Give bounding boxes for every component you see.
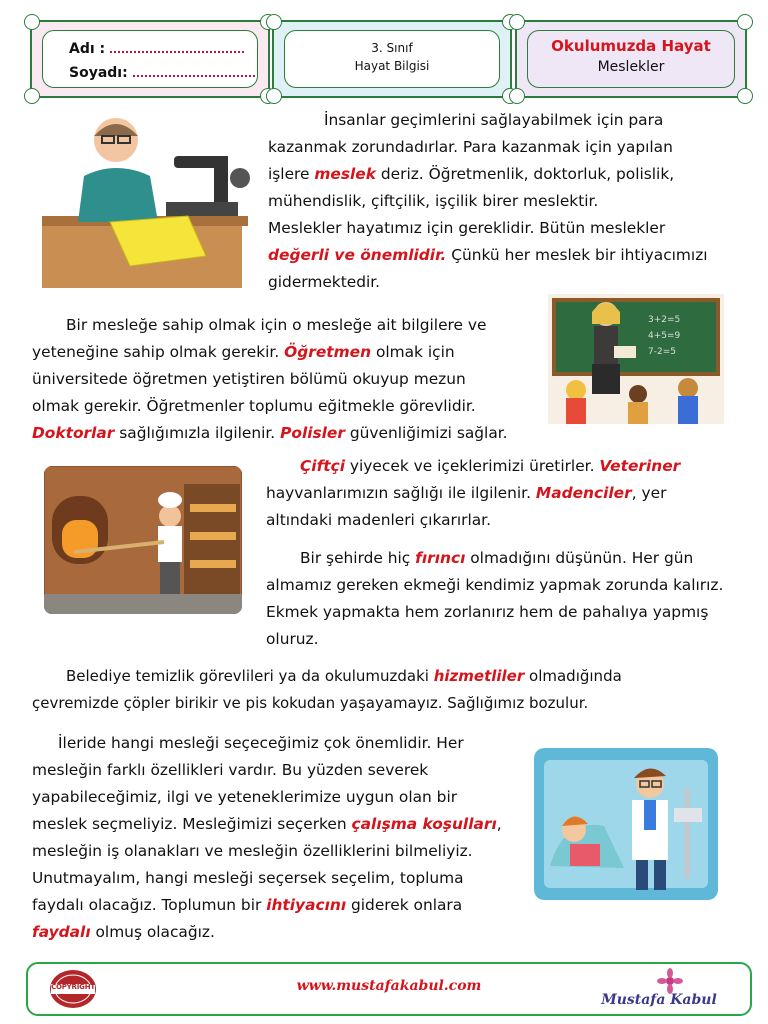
svg-text:7-2=5: 7-2=5 xyxy=(648,347,676,357)
paragraph-choosing: İleride hangi mesleği seçeceğimiz çok önemlidir. Her mesleğin farklı özellikleri vardır. Bu yüzden severek yapabileceğimiz, ilgi ve yeteneklerimize uygun olan bir meslek seçmeliyiz. Mesleğimizi seçerken çalışma koşulları, mesleğin iş olanakları ve mesleğin özelliklerini bilmeliyiz. Unutmayalım, hangi mesleği seçersek seçelim, topluma faydalı olacağız. Toplumun bir ihtiyacını giderek onlara faydalı olmuş olacağız. xyxy=(32,734,502,941)
term-ciftci: Çiftçi xyxy=(300,457,346,475)
paragraph-intro: İnsanlar geçimlerini sağlayabilmek için para kazanmak zorundadırlar. Para kazanmak için yapılan işlere meslek deriz. Öğretmenlik, doktorluk, polislik, mühendislik, çiftçilik, işçilik birer meslektir. Meslekler hayatımız için gereklidir. Bütün meslekler değerli ve önemlidir. Çünkü her meslek bir ihtiyacımızı gidermektedir. xyxy=(268,111,708,291)
name-label: Adı : xyxy=(69,41,106,57)
student-info-box xyxy=(30,20,270,98)
term-faydali: faydalı xyxy=(32,923,91,941)
teacher-illustration xyxy=(548,294,724,424)
unit-title: Okulumuzda Hayat xyxy=(551,37,711,55)
term-firinci: fırıncı xyxy=(415,549,466,567)
footer-website-link[interactable]: www.mustafakabul.com xyxy=(296,978,482,994)
paragraph-cleaners: Belediye temizlik görevlileri ya da okulumuzdaki hizmetliler olmadığında çevremizde çöpler birikir ve pis kokudan yaşayamayız. Sağlığımız bozulur. xyxy=(32,667,622,712)
topic-title: Meslekler xyxy=(597,59,665,75)
term-polisler: Polisler xyxy=(280,424,345,442)
paragraph-baker: Bir şehirde hiç fırıncı olmadığını düşünün. Her gün almamız gereken ekmeği kendimiz yapmak zorunda kalırız. Ekmek yapmakta hem zorlanırız hem de pahalıya yapmış oluruz. xyxy=(266,549,724,648)
course-label: Hayat Bilgisi xyxy=(354,59,430,73)
topic-box xyxy=(515,20,747,98)
copyright-badge: COPYRIGHT xyxy=(48,968,98,1010)
author-logo: Mustafa Kabul xyxy=(584,968,734,1012)
term-meslek: meslek xyxy=(314,165,376,183)
baker-illustration xyxy=(44,466,242,614)
dentist-illustration xyxy=(534,748,718,900)
term-ihtiyacini: ihtiyacını xyxy=(266,896,347,914)
term-doktorlar: Doktorlar xyxy=(32,424,115,442)
paragraph-teacher: Bir mesleğe sahip olmak için o mesleğe ait bilgilere ve yeteneğine sahip olmak gerekir. Öğretmen olmak için üniversitede öğretmen yetiştiren bölümü okuyup mezun olmak gerekir. Öğretmenler toplumu eğitmekle görevlidir. Doktorlar sağlığımızla ilgilenir. Polisler güvenliğimizi sağlar. xyxy=(32,316,508,442)
tailor-illustration xyxy=(38,104,260,292)
paragraph-jobs: Çiftçi yiyecek ve içeklerimizi üretirler. Veteriner hayvanlarımızın sağlığı ile ilgilenir. Madenciler, yer altındaki madenleri çıkarırlar. xyxy=(266,457,681,529)
term-ogretmen: Öğretmen xyxy=(284,343,372,361)
term-hizmetliler: hizmetliler xyxy=(433,667,525,685)
term-calisma-kosullari: çalışma koşulları xyxy=(351,815,497,833)
svg-text:4+5=9: 4+5=9 xyxy=(648,331,681,341)
page-footer xyxy=(26,962,752,1016)
term-madenciler: Madenciler xyxy=(535,484,632,502)
surname-field[interactable] xyxy=(133,65,255,77)
surname-label: Soyadı: xyxy=(69,65,128,81)
svg-text:3+2=5: 3+2=5 xyxy=(648,315,681,325)
term-veteriner: Veteriner xyxy=(599,457,681,475)
grade-label: 3. Sınıf xyxy=(371,41,413,55)
course-info-box xyxy=(272,20,512,98)
name-field[interactable] xyxy=(110,41,244,53)
term-degerli: değerli ve önemlidir. xyxy=(268,246,447,264)
